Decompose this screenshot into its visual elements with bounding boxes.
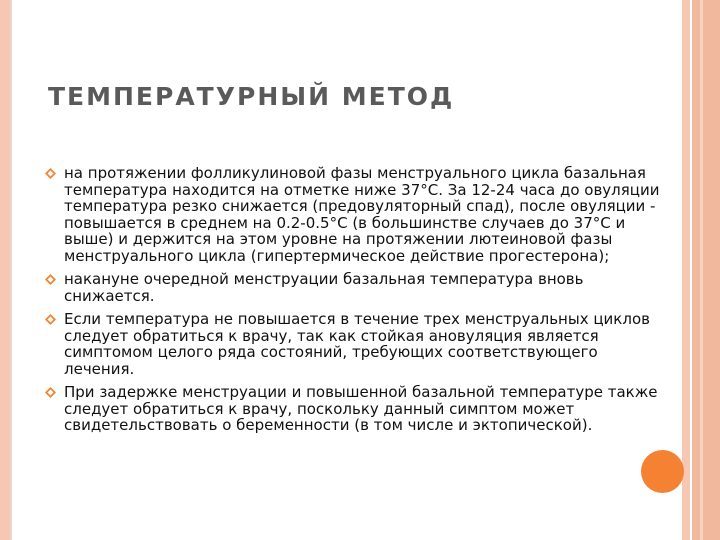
bullet-item: [44, 384, 669, 434]
bullet-text: накануне очередной менструации базальная температура вновь снижается.: [64, 270, 584, 305]
slide-title: ТЕМПЕРАТУРНЫЙ МЕТОД: [48, 82, 455, 111]
bullet-text: При задержке менструации и повышенной базальной температуре также следует обратиться к врачу, поскольку данный симптом может свидетельствовать о беременности (в том числе и эктопической).: [64, 383, 658, 434]
bullet-item: [44, 271, 669, 304]
right-decor-stripe-inner: [682, 0, 690, 540]
left-frame-line: [10, 0, 12, 540]
left-decor-stripe: [0, 0, 10, 540]
bullet-item: [44, 311, 669, 377]
right-decor-stripe-outer: [692, 0, 720, 540]
bullet-item: [44, 165, 669, 264]
bullet-text: Если температура не повышается в течение трех менструальных циклов следует обратиться к врачу, так как стойкая ановуляция является симптомом целого ряда состояний, требующих соответствующего лечения.: [64, 310, 650, 378]
diamond-bullet-icon: [44, 313, 57, 326]
bullet-text: на протяжении фолликулиновой фазы менструального цикла базальная температура находится на отметке ниже 37°С. За 12-24 часа до овуляции температура резко снижается (предовуляторный спад), после овуляции - повышается в среднем на 0.2-0.5°С (в большинстве случаев до 37°С и выше) и держится на этом уровне на протяжении лютеиновой фазы менструального цикла (гипертермическое действие прогестерона);: [64, 164, 660, 265]
diamond-bullet-icon: [44, 273, 57, 286]
bullet-list: [44, 165, 669, 441]
diamond-bullet-icon: [44, 167, 57, 180]
page-number-badge: [641, 450, 684, 493]
diamond-bullet-icon: [44, 386, 57, 399]
right-decor-line: [700, 0, 703, 540]
